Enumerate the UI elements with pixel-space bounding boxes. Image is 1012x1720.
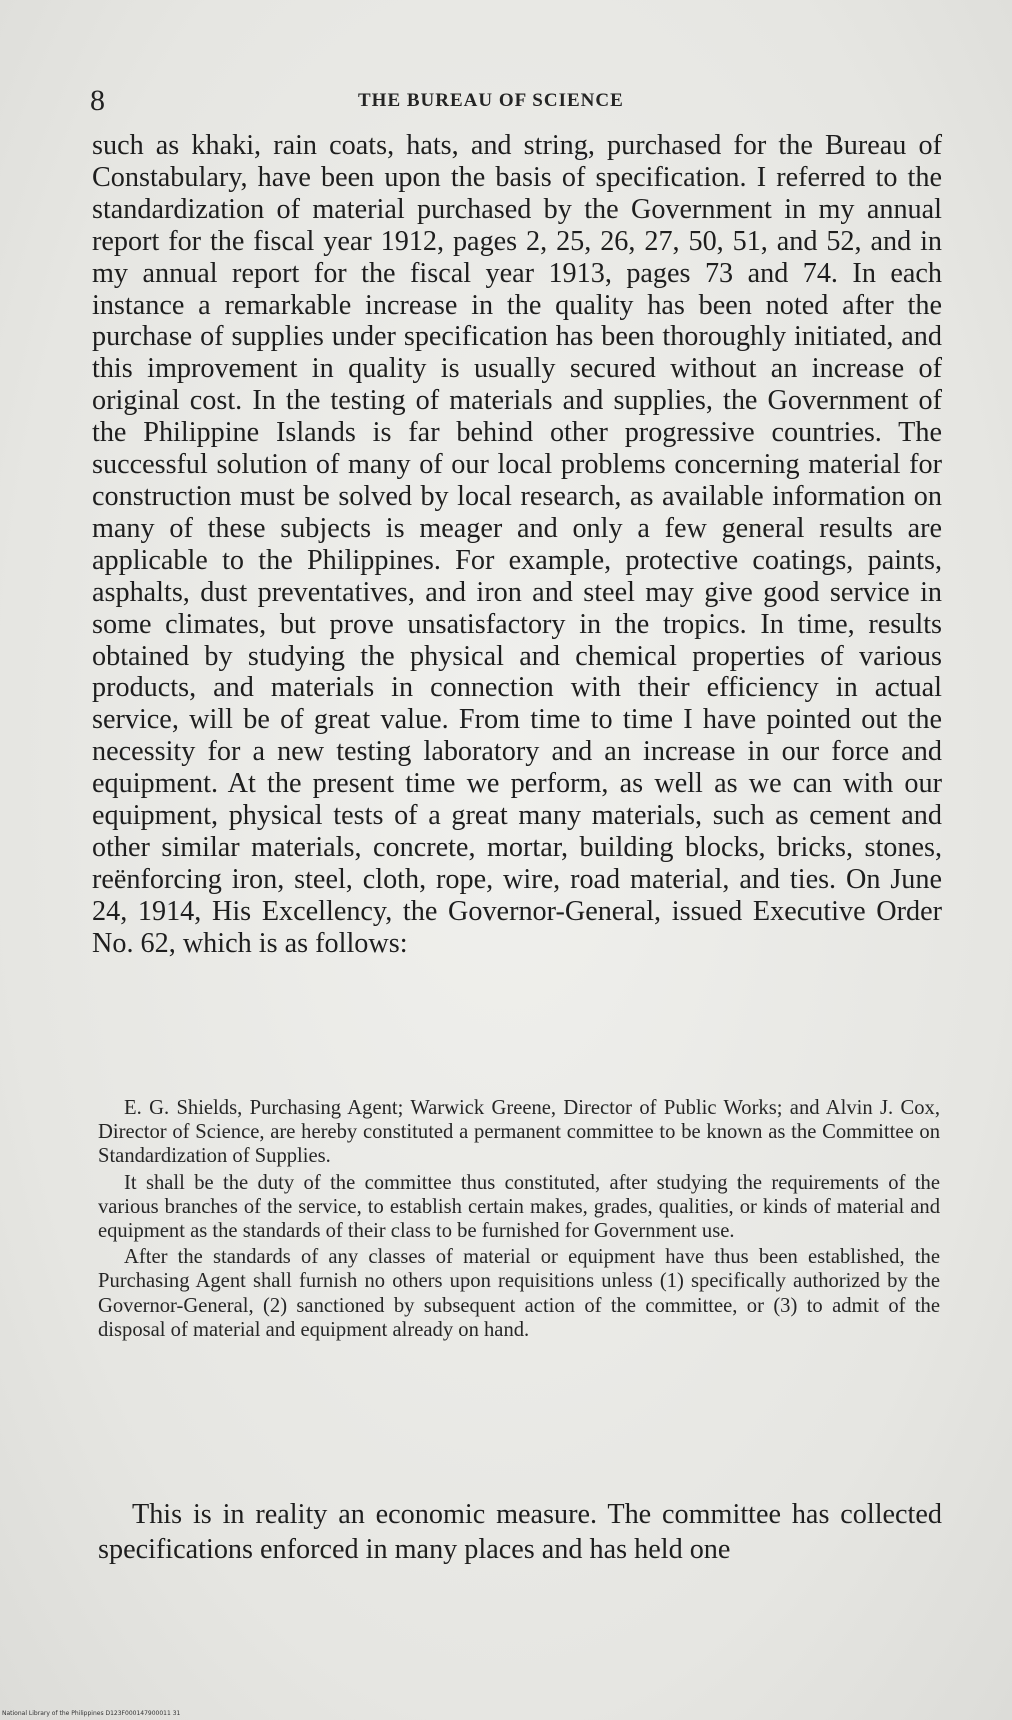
page-number: 8 [90, 84, 105, 117]
executive-order-quote [98, 1096, 940, 1344]
body-paragraph: such as khaki, rain coats, hats, and string, purchased for the Bureau of Constabulary, have been upon the basis of specification. I referred to the standardization of material purchased by the Government in my annual report for the fiscal year 1912, pages 2, 25, 26, 27, 50, 51, and 52, and in my annual report for the fiscal year 1913, pages 73 and 74. In each instance a remarkable increase in the quality has been noted after the purchase of supplies under specification has been thoroughly initiated, and this improvement in quality is usually secured without an increase of original cost. In the testing of materials and supplies, the Government of the Philippine Islands is far behind other progressive countries. The successful solution of many of our local problems concerning material for construction must be solved by local research, as available information on many of these subjects is meager and only a few general results are applicable to the Philippines. For example, protective coatings, paints, asphalts, dust preventatives, and iron and steel may give good service in some climates, but prove unsatisfactory in the tropics. In time, results obtained by studying the physical and chemical properties of various products, and materials in connection with their efficiency in actual service, will be of great value. From time to time I have pointed out the necessity for a new testing laboratory and an increase in our force and equipment. At the present time we perform, as well as we can with our equipment, physical tests of a great many materials, such as cement and other similar materials, concrete, mortar, building blocks, bricks, stones, reënforcing iron, steel, cloth, rope, wire, road material, and ties. On June 24, 1914, His Excellency, the Governor-General, issued Executive Order No. 62, which is as follows: [92, 130, 942, 959]
quote-paragraph-2: It shall be the duty of the committee thus constituted, after studying the requirements of the various branches of the service, to establish certain makes, grades, qualities, or kinds of material and equipment as the standards of their class to be furnished for Government use. [98, 1171, 940, 1243]
closing-paragraph: This is in reality an economic measure. The committee has collected specifications enforced in many places and has held one [98, 1499, 942, 1565]
page-header [88, 82, 948, 122]
quote-paragraph-1: E. G. Shields, Purchasing Agent; Warwick Greene, Director of Public Works; and Alvin J. Cox, Director of Science, are hereby constituted a permanent committee to be known as the Committee on Standardization of Supplies. [98, 1097, 940, 1168]
quote-paragraph-3: After the standards of any classes of material or equipment have thus been established, the Purchasing Agent shall furnish no others upon requisitions unless (1) specifically authorized by the Governor-General, (2) sanctioned by subsequent action of the committee, or (3) to admit of the disposal of material and equipment already on hand. [98, 1246, 940, 1341]
main-text [92, 130, 942, 960]
scan-credit: National Library of the Philippines D123F000147900011 31 [2, 1710, 181, 1717]
running-title: THE BUREAU OF SCIENCE [358, 90, 624, 111]
